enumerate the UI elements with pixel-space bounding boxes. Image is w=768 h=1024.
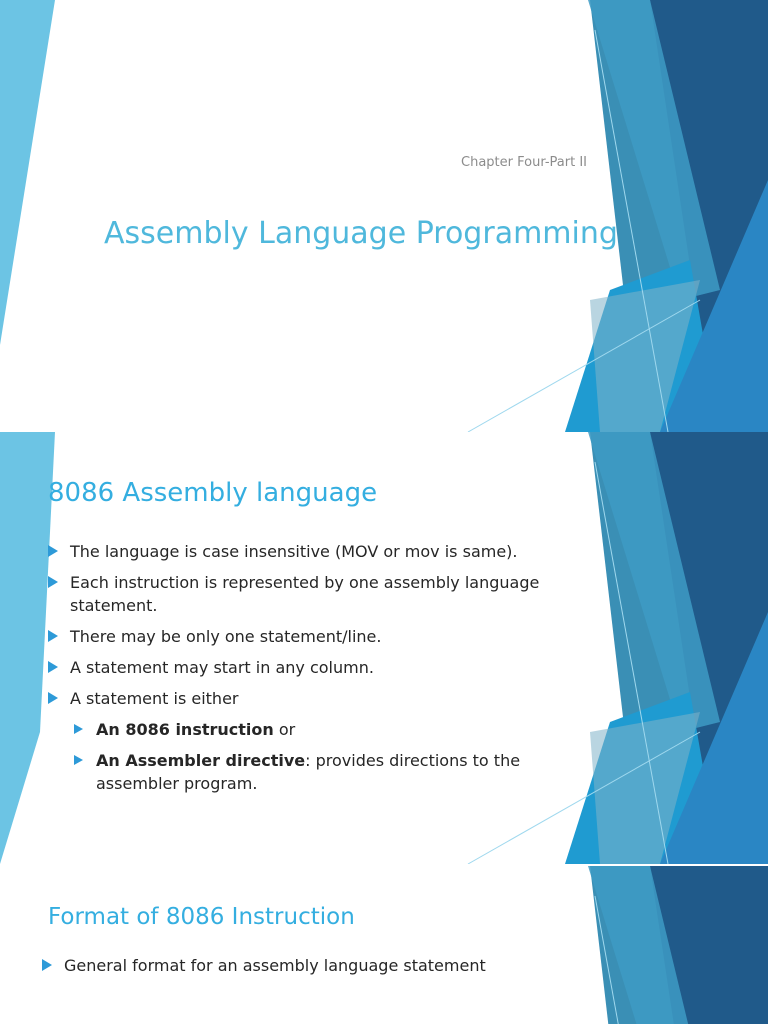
bullet-text: Each instruction is represented by one assembly language statement. <box>70 573 540 615</box>
sub-bullet-bold-text: An 8086 instruction <box>96 720 274 739</box>
content-slide-assembly-language <box>0 432 768 864</box>
sub-bullet-bold-text: An Assembler directive <box>96 751 306 770</box>
bullet-text: There may be only one statement/line. <box>70 627 382 646</box>
bullet-list <box>42 954 602 985</box>
slide-decoration <box>0 866 768 1024</box>
bullet-arrow-icon <box>48 545 58 557</box>
bullet-text: The language is case insensitive (MOV or mov is same). <box>70 542 518 561</box>
slide-title: Format of 8086 Instruction <box>48 904 355 930</box>
bullet-arrow-icon <box>74 755 83 765</box>
bullet-item <box>48 540 568 563</box>
bullet-list <box>48 540 568 803</box>
bullet-arrow-icon <box>74 724 83 734</box>
bullet-arrow-icon <box>48 692 58 704</box>
title-slide <box>0 0 768 432</box>
bullet-arrow-icon <box>48 661 58 673</box>
bullet-arrow-icon <box>42 959 52 971</box>
left-accent-shape <box>0 0 55 345</box>
bullet-text: A statement may start in any column. <box>70 658 374 677</box>
bullet-text: A statement is either <box>70 689 239 708</box>
content-slide-instruction-format <box>0 866 768 1024</box>
bullet-text: General format for an assembly language statement <box>64 956 486 975</box>
bullet-item <box>48 687 568 710</box>
bullet-item <box>48 656 568 679</box>
bullet-arrow-icon <box>48 576 58 588</box>
sub-bullet-item <box>74 718 568 741</box>
slide-title: 8086 Assembly language <box>48 478 378 508</box>
bullet-item <box>48 571 568 617</box>
bullet-item <box>48 625 568 648</box>
chapter-subtitle: Chapter Four-Part II <box>461 155 587 170</box>
presentation-title: Assembly Language Programming <box>104 216 618 251</box>
left-accent-shape <box>0 432 55 864</box>
sub-bullet-text: : provides directions to the assembler program. <box>96 751 521 793</box>
bullet-arrow-icon <box>48 630 58 642</box>
bullet-item <box>42 954 602 977</box>
sub-bullet-item <box>74 749 568 795</box>
sub-bullet-text: or <box>273 720 296 739</box>
